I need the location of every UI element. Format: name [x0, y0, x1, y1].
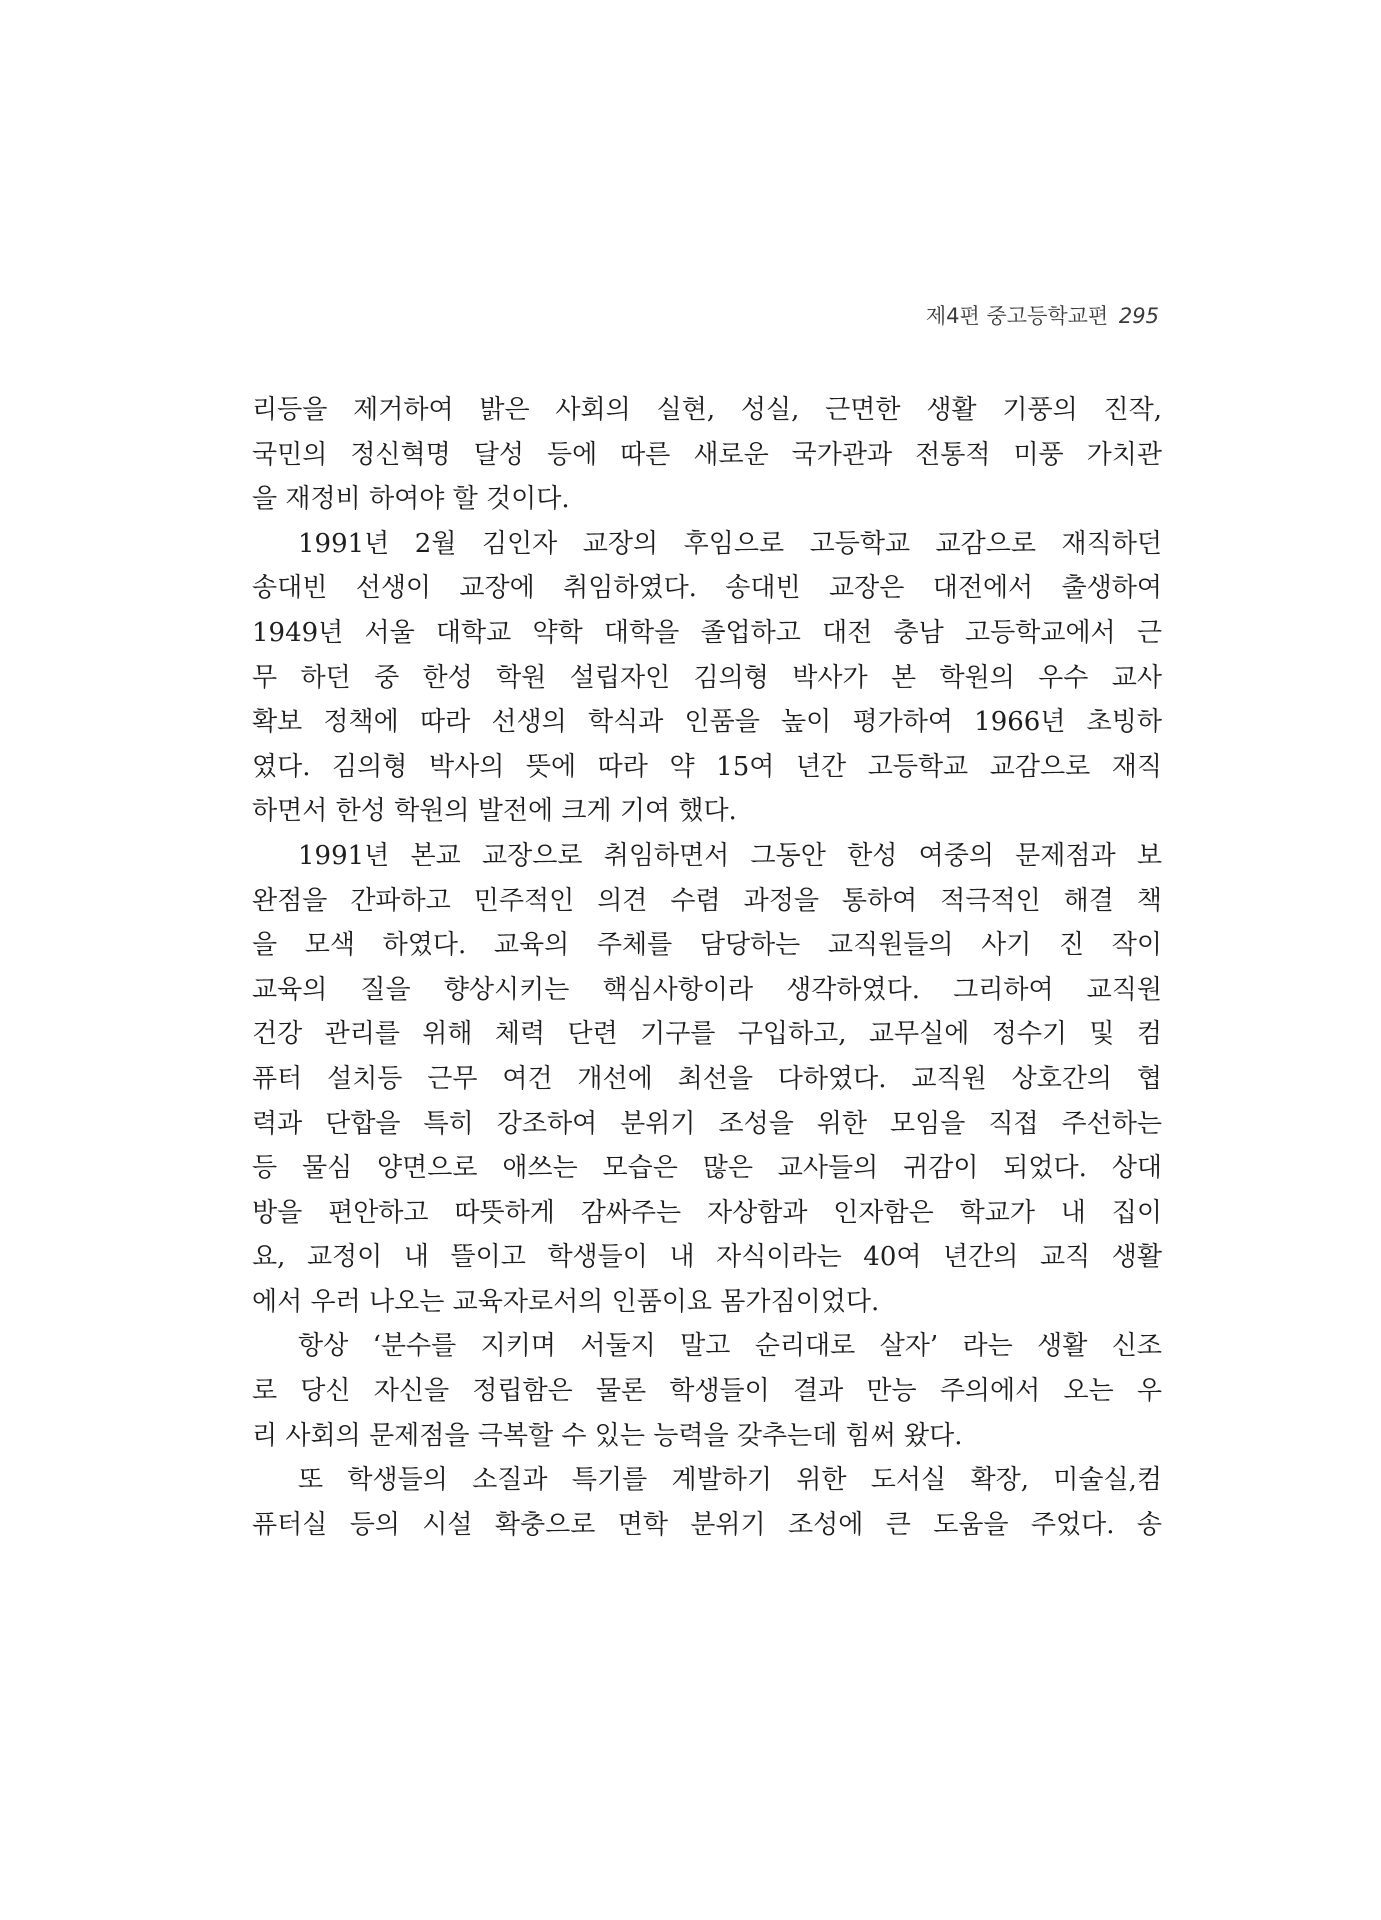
text-line: 무 하던 중 한성 학원 설립자인 김의형 박사가 본 학원의 우수 교사	[252, 662, 1162, 693]
paragraph-1	[252, 388, 1162, 522]
text-line: 교육의 질을 향상시키는 핵심사항이라 생각하였다. 그리하여 교직원	[252, 974, 1162, 1005]
text-line: 1949년 서울 대학교 약학 대학을 졸업하고 대전 충남 고등학교에서 근	[252, 617, 1162, 648]
text-line: 등 물심 양면으로 애쓰는 모습은 많은 교사들의 귀감이 되었다. 상대	[252, 1153, 1162, 1184]
text-line: 였다. 김의형 박사의 뜻에 따라 약 15여 년간 고등학교 교감으로 재직	[252, 751, 1162, 782]
text-line: 확보 정책에 따라 선생의 학식과 인품을 높이 평가하여 1966년 초빙하	[252, 707, 1162, 738]
text-line: 건강 관리를 위해 체력 단련 기구를 구입하고, 교무실에 정수기 및 컴	[252, 1019, 1162, 1050]
text-line: 퓨터실 등의 시설 확충으로 면학 분위기 조성에 큰 도움을 주었다. 송	[252, 1509, 1162, 1540]
text-line: 로 당신 자신을 정립함은 물론 학생들이 결과 만능 주의에서 오는 우	[252, 1376, 1162, 1407]
body-text	[252, 388, 1162, 1547]
section-title: 제4편 중고등학교편	[925, 304, 1109, 328]
running-header	[926, 300, 1159, 330]
paragraph-5	[252, 1458, 1162, 1547]
page-number: 295	[1118, 304, 1159, 328]
text-line: 1991년 2월 김인자 교장의 후임으로 고등학교 교감으로 재직하던	[298, 528, 1162, 559]
text-line: 송대빈 선생이 교장에 취임하였다. 송대빈 교장은 대전에서 출생하여	[252, 573, 1162, 604]
text-line: 1991년 본교 교장으로 취임하면서 그동안 한성 여중의 문제점과 보	[298, 840, 1162, 871]
text-line: 퓨터 설치등 근무 여건 개선에 최선을 다하였다. 교직원 상호간의 협	[252, 1063, 1162, 1094]
text-line: 을 재정비 하여야 할 것이다.	[252, 484, 570, 515]
text-line: 력과 단합을 특히 강조하여 분위기 조성을 위한 모임을 직접 주선하는	[252, 1108, 1162, 1139]
text-line: 을 모색 하였다. 교육의 주체를 담당하는 교직원들의 사기 진 작이	[252, 930, 1162, 961]
text-line: 방을 편안하고 따뜻하게 감싸주는 자상함과 인자함은 학교가 내 집이	[252, 1197, 1162, 1228]
text-line: 완점을 간파하고 민주적인 의견 수렴 과정을 통하여 적극적인 해결 책	[252, 885, 1162, 916]
text-line: 요, 교정이 내 뜰이고 학생들이 내 자식이라는 40여 년간의 교직 생활	[252, 1242, 1162, 1273]
text-line: 또 학생들의 소질과 특기를 계발하기 위한 도서실 확장, 미술실,컴	[298, 1465, 1162, 1496]
paragraph-2	[252, 522, 1162, 834]
paragraph-3	[252, 834, 1162, 1325]
text-line: 리 사회의 문제점을 극복할 수 있는 능력을 갖추는데 힘써 왔다.	[252, 1420, 963, 1451]
text-line: 하면서 한성 학원의 발전에 크게 기여 했다.	[252, 796, 737, 827]
text-line: 에서 우러 나오는 교육자로서의 인품이요 몸가짐이었다.	[252, 1286, 880, 1317]
text-line: 리등을 제거하여 밝은 사회의 실현, 성실, 근면한 생활 기풍의 진작,	[252, 395, 1162, 425]
paragraph-4	[252, 1324, 1162, 1458]
text-line: 국민의 정신혁명 달성 등에 따른 새로운 국가관과 전통적 미풍 가치관	[252, 439, 1162, 470]
text-line: 항상 ‘분수를 지키며 서둘지 말고 순리대로 살자’ 라는 생활 신조	[298, 1331, 1162, 1362]
